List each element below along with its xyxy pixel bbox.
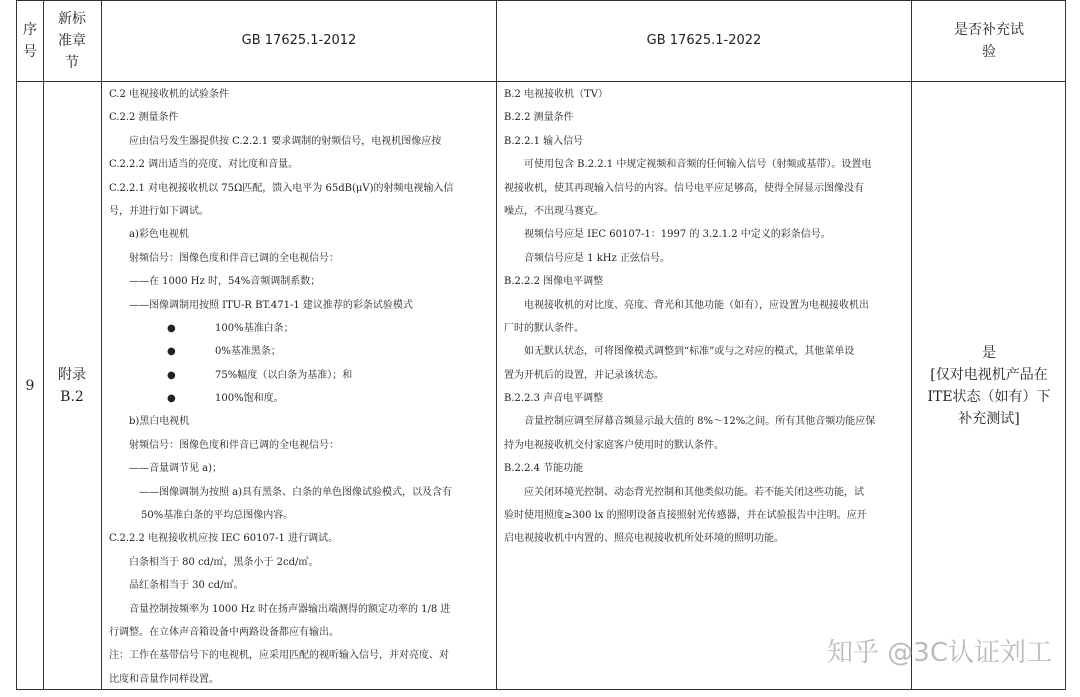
text-line <box>504 387 904 410</box>
text-line-content: 品红条相当于 30 cd/㎡。 <box>129 580 244 592</box>
text-line-content: 验时使用照度≥300 lx 的照明设备直接照射光传感器，并在试验报告中注明。应开 <box>504 510 867 522</box>
text-line-content: 应关闭环境光控制、动态背光控制和其他类似功能。若不能关闭这些功能，试 <box>524 486 864 498</box>
text-line-content: 音频信号应是 1 kHz 正弦信号。 <box>524 252 670 264</box>
header-supplement: 是否补充试验 <box>954 22 1024 60</box>
text-line <box>109 130 489 153</box>
text-line-content: 厂时的默认条件。 <box>504 322 584 334</box>
text-line-content: 启电视接收机中内置的、照亮电视接收机所处环境的照明功能。 <box>504 533 784 545</box>
text-line <box>109 481 489 504</box>
text-line-content: 射频信号：图像色度和伴音已调的全电视信号： <box>129 439 339 451</box>
text-line <box>109 177 489 200</box>
text-line <box>109 294 489 317</box>
text-line-content: 100%饱和度。 <box>215 393 284 405</box>
text-line <box>504 457 904 480</box>
text-line-content: C.2.2.2 电视接收机应按 IEC 60107-1 进行调试。 <box>109 533 339 545</box>
text-line-content: C.2.2.1 对电视接收机以 75Ω匹配，馈入电平为 65dB(μV)的射频电视输入信 <box>109 182 454 194</box>
text-line-content: 行调整。在立体声音箱设备中两路设备都应有输出。 <box>109 626 339 638</box>
text-line <box>109 434 489 457</box>
text-line <box>109 551 489 574</box>
bullet-icon: ● <box>167 393 176 405</box>
text-line-content: 如无默认状态，可将图像模式调整到“标准”或与之对应的模式，其他菜单设 <box>524 346 855 358</box>
new-standard-text <box>504 83 904 551</box>
text-line <box>504 270 904 293</box>
text-line-content: 50%基准白条的平均总图像内容。 <box>141 510 294 522</box>
watermark: 知乎 @3C认证刘工 <box>827 638 1052 668</box>
text-line-content: 注：工作在基带信号下的电视机，应采用匹配的视听输入信号，并对亮度、对 <box>109 650 449 662</box>
text-line <box>109 504 489 527</box>
text-line-content: 白条相当于 80 cd/㎡，黑条小于 2cd/㎡。 <box>129 556 319 568</box>
text-line <box>504 434 904 457</box>
text-line-content: ——在 1000 Hz 时，54%音频调制系数； <box>129 276 321 288</box>
header-old-standard: GB 17625.1-2012 <box>241 33 357 48</box>
text-line <box>109 668 489 691</box>
text-line-content: 0%基准黑条； <box>215 346 281 358</box>
text-line-content: C.2 电视接收机的试验条件 <box>109 89 230 100</box>
text-line-content: ——音量调节见 a)； <box>129 463 223 475</box>
text-line <box>109 410 489 433</box>
text-line-content: B.2.2.4 节能功能 <box>504 463 584 475</box>
text-line <box>504 247 904 270</box>
text-line-content: 视频信号应是 IEC 60107-1：1997 的 3.2.1.2 中定义的彩条信号。 <box>524 229 831 241</box>
text-line <box>109 364 489 387</box>
old-standard-text <box>109 83 489 691</box>
bullet-icon: ● <box>167 346 176 358</box>
text-line <box>504 504 904 527</box>
row-seq: 9 <box>25 377 35 394</box>
text-line <box>109 317 489 340</box>
row-supplement: 是 [仅对电视机产品在ITE状态（如有）下补充测试] <box>927 344 1051 427</box>
text-line <box>504 177 904 200</box>
text-line-content: 可使用包含 B.2.2.1 中规定视频和音频的任何输入信号（射频或基带）。设置电 <box>524 159 872 171</box>
header-seq: 序号 <box>23 22 37 60</box>
text-line <box>109 340 489 363</box>
text-line <box>109 457 489 480</box>
text-line <box>504 364 904 387</box>
text-line-content: ——图像调制用按照 ITU-R BT.471-1 建议推荐的彩条试验模式 <box>129 299 413 311</box>
text-line <box>109 106 489 129</box>
text-line-content: 视接收机，使其再现输入信号的内容。信号电平应足够高，使得全屏显示图像没有 <box>504 182 864 194</box>
text-line-content: 应由信号发生器提供按 C.2.2.1 要求调制的射频信号，电视机图像应按 <box>129 135 442 147</box>
text-line <box>109 527 489 550</box>
text-line <box>504 200 904 223</box>
text-line-content: 置为开机后的设置，并记录该状态。 <box>504 369 664 381</box>
text-line-content: ——图像调制为按照 a)具有黑条、白条的单色图像试验模式，以及含有 <box>139 486 453 498</box>
text-line <box>504 83 904 106</box>
text-line-content: a)彩色电视机 <box>129 229 189 241</box>
text-line-content: 电视接收机的对比度、亮度、背光和其他功能（如有），应设置为电视接收机出 <box>524 299 869 311</box>
bullet-icon: ● <box>167 322 176 334</box>
text-line-content: 比度和音量作同样设置。 <box>109 673 219 685</box>
text-line <box>504 294 904 317</box>
text-line <box>109 574 489 597</box>
text-line-content: B.2 电视接收机（TV） <box>504 89 608 100</box>
text-line-content: 音量控制应调至屏幕音频显示最大值的 8%～12%之间。所有其他音频功能应保 <box>524 416 876 428</box>
text-line <box>504 223 904 246</box>
text-line <box>109 270 489 293</box>
text-line <box>109 644 489 667</box>
header-section: 新标准章节 <box>58 11 86 71</box>
text-line-content: 持为电视接收机交付家庭客户使用时的默认条件。 <box>504 439 724 451</box>
text-line-content: 100%基准白条； <box>215 322 294 334</box>
text-line <box>504 153 904 176</box>
text-line-content: C.2.2 测量条件 <box>109 112 179 124</box>
text-line <box>109 223 489 246</box>
text-line-content: B.2.2.3 声音电平调整 <box>504 393 604 405</box>
text-line-content: 75%幅度（以白条为基准）；和 <box>215 369 353 381</box>
text-line-content: B.2.2.1 输入信号 <box>504 135 584 147</box>
text-line <box>109 200 489 223</box>
header-new-standard: GB 17625.1-2022 <box>646 33 762 48</box>
text-line-content: 音量控制按频率为 1000 Hz 时在扬声器输出端测得的额定功率的 1/8 进 <box>129 603 451 615</box>
text-line-content: B.2.2.2 图像电平调整 <box>504 276 604 288</box>
text-line <box>504 317 904 340</box>
text-line <box>109 387 489 410</box>
text-line <box>504 410 904 433</box>
comparison-table <box>16 0 1066 690</box>
row-section: 附录B.2 <box>58 366 86 405</box>
text-line <box>109 153 489 176</box>
text-line <box>504 130 904 153</box>
text-line <box>109 83 489 106</box>
text-line-content: 噪点，不出现马赛克。 <box>504 205 604 217</box>
text-line-content: C.2.2.2 调出适当的亮度、对比度和音量。 <box>109 159 299 171</box>
text-line-content: 射频信号：图像色度和伴音已调的全电视信号： <box>129 252 339 264</box>
text-line-content: 号，并进行如下调试。 <box>109 205 209 217</box>
text-line <box>109 598 489 621</box>
text-line <box>109 247 489 270</box>
text-line <box>504 481 904 504</box>
text-line <box>504 106 904 129</box>
text-line <box>504 527 904 550</box>
text-line <box>504 340 904 363</box>
bullet-icon: ● <box>167 369 176 381</box>
text-line-content: b)黑白电视机 <box>129 416 190 428</box>
text-line <box>109 621 489 644</box>
text-line-content: B.2.2 测量条件 <box>504 112 574 124</box>
